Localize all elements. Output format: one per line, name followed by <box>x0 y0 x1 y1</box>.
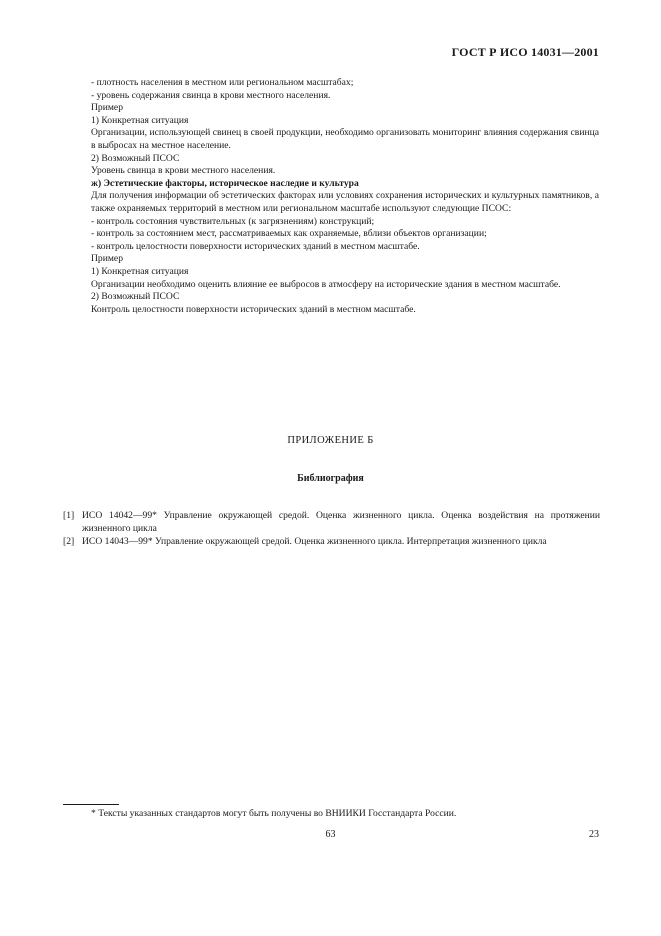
paragraph: Организации необходимо оценить влияние ее выбросов в атмосферу на исторические здания в местном масштабе. <box>91 278 561 290</box>
list-item: - контроль состояния чувствительных (к загрязнениям) конструкций; <box>91 215 375 227</box>
bibliography-list <box>63 510 600 550</box>
example-label: Пример <box>91 102 123 114</box>
indicator-heading: 2) Возможный ПСОС <box>91 291 180 303</box>
body-text <box>91 77 599 316</box>
paragraph: Для получения информации об эстетических факторах или условиях сохранения исторических и культурных памятников, а также охраняемых территорий в местном или региональном масштабе используют следующие ПСОС: <box>91 190 599 214</box>
situation-heading: 1) Конкретная ситуация <box>91 114 189 126</box>
example-label: Пример <box>91 253 123 265</box>
situation-heading: 1) Конкретная ситуация <box>91 265 189 277</box>
footnote: * Тексты указанных стандартов могут быть получены во ВНИИКИ Госстандарта России. <box>91 808 457 819</box>
list-item: - контроль за состоянием мест, рассматриваемых как охраняемые, вблизи объектов организации; <box>91 228 487 240</box>
list-item: - уровень содержания свинца в крови местного населения. <box>91 89 331 101</box>
paragraph: Контроль целостности поверхности исторических зданий в местном масштабе. <box>91 303 416 315</box>
bibliography-title: Библиография <box>297 473 364 484</box>
paragraph: Организации, использующей свинец в своей продукции, необходимо организовать мониторинг влияния содержания свинца в выбросах на местное население. <box>91 127 599 151</box>
section-heading: ж) Эстетические факторы, историческое наследие и культура <box>91 177 359 189</box>
appendix-title: ПРИЛОЖЕНИЕ Б <box>287 435 374 446</box>
bibliography-item <box>63 510 600 535</box>
bibliography-number: [1] <box>63 510 75 521</box>
indicator-heading: 2) Возможный ПСОС <box>91 152 180 164</box>
bibliography-item <box>63 536 600 549</box>
bibliography-text: ИСО 14043—99* Управление окружающей средой. Оценка жизненного цикла. Интерпретация жизненного цикла <box>82 536 547 548</box>
footnote-divider <box>63 804 119 805</box>
list-item: - контроль целостности поверхности исторических зданий в местном масштабе. <box>91 240 420 252</box>
document-code: ГОСТ Р ИСО 14031—2001 <box>451 45 599 59</box>
paragraph: Уровень свинца в крови местного населения. <box>91 165 276 177</box>
page-number-center: 63 <box>325 829 336 840</box>
page-number-right: 23 <box>589 829 599 840</box>
bibliography-text: ИСО 14042—99* Управление окружающей средой. Оценка жизненного цикла. Оценка воздействия на протяжении жизненного цикла <box>82 510 600 534</box>
list-item: - плотность населения в местном или региональном масштабах; <box>91 77 354 88</box>
bibliography-number: [2] <box>63 536 75 548</box>
